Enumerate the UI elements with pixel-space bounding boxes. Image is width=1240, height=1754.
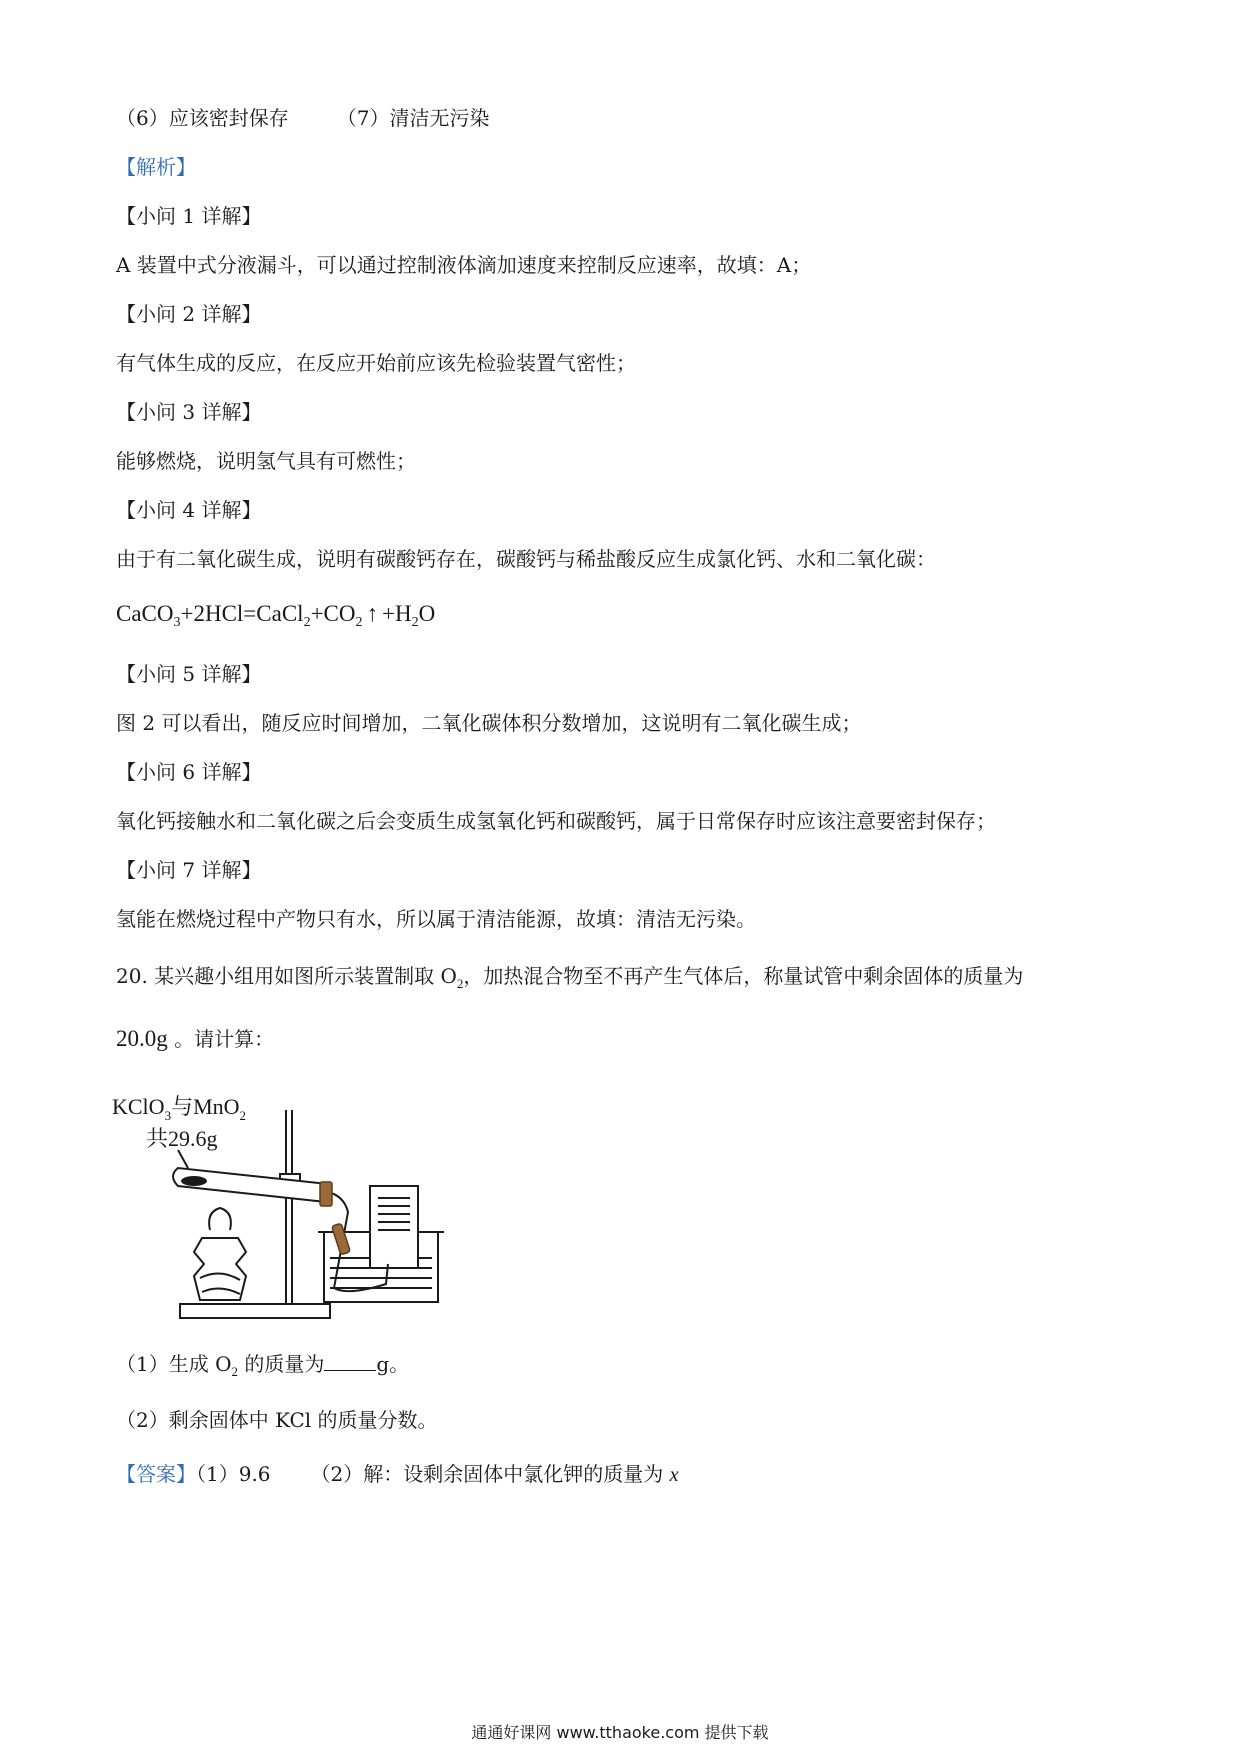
subq-3-head: 【小问 3 详解】	[116, 400, 262, 424]
subq-3-text: 能够燃烧，说明氢气具有可燃性；	[116, 449, 416, 473]
answer-blank	[324, 1352, 376, 1371]
answer-tag: 【答案】	[116, 1462, 196, 1486]
q20-stem-line1: 20. 某兴趣小组用如图所示装置制取 $O_2$，加热混合物至不再产生气体后，称量试管中剩余固体的质量为	[116, 964, 1024, 991]
chemical-equation: $CaCO_3+2HCl=CaCl_2+CO_2$ ↑ $+H_2O$	[116, 601, 436, 630]
analysis-tag: 【解析】	[116, 155, 196, 179]
subq-1-text: A 装置中式分液漏斗，可以通过控制液体滴加速度来控制反应速率，故填：A；	[116, 253, 812, 277]
subq-4-text: 由于有二氧化碳生成，说明有碳酸钙存在，碳酸钙与稀盐酸反应生成氯化钙、水和二氧化碳：	[116, 547, 936, 571]
answer-line-6-7	[116, 104, 489, 132]
q20-part1: （1）生成 $O_2$ 的质量为 g。	[116, 1352, 410, 1379]
variable-x: x	[669, 1464, 679, 1486]
page-footer: 通通好课网 www.tthaoke.com 提供下载	[471, 1723, 769, 1742]
svg-text:共29.6g: 共29.6g	[146, 1126, 218, 1151]
subq-1-head: 【小问 1 详解】	[116, 204, 262, 228]
answer-6: （6）应该密封保存	[116, 106, 289, 130]
subq-7-text: 氢能在燃烧过程中产物只有水，所以属于清洁能源，故填：清洁无污染。	[116, 907, 756, 931]
svg-text:KClO3与MnO2: KClO$_3$与MnO$_2$	[112, 1094, 247, 1123]
q20-part2: （2）剩余固体中 KCl 的质量分数。	[116, 1408, 438, 1432]
subq-6-head: 【小问 6 详解】	[116, 760, 262, 784]
subq-5-text: 图 2 可以看出，随反应时间增加，二氧化碳体积分数增加，这说明有二氧化碳生成；	[116, 711, 862, 735]
subq-7-head: 【小问 7 详解】	[116, 858, 262, 882]
subq-4-head: 【小问 4 详解】	[116, 498, 262, 522]
answer-7: （7）清洁无污染	[336, 106, 490, 130]
gas-arrow: ↑	[366, 601, 378, 626]
subq-6-text: 氧化钙接触水和二氧化碳之后会变质生成氢氧化钙和碳酸钙，属于日常保存时应该注意要密封保存；	[116, 809, 996, 833]
apparatus-figure	[108, 1088, 508, 1328]
q20-answer: 【答案】（1）9.6 （2）解：设剩余固体中氯化钾的质量为 x	[116, 1462, 679, 1486]
subq-5-head: 【小问 5 详解】	[116, 662, 262, 686]
subq-2-head: 【小问 2 详解】	[116, 302, 262, 326]
subq-2-text: 有气体生成的反应，在反应开始前应该先检验装置气密性；	[116, 351, 636, 375]
q20-stem-line2: 20.0g 。请计算：	[116, 1026, 275, 1051]
